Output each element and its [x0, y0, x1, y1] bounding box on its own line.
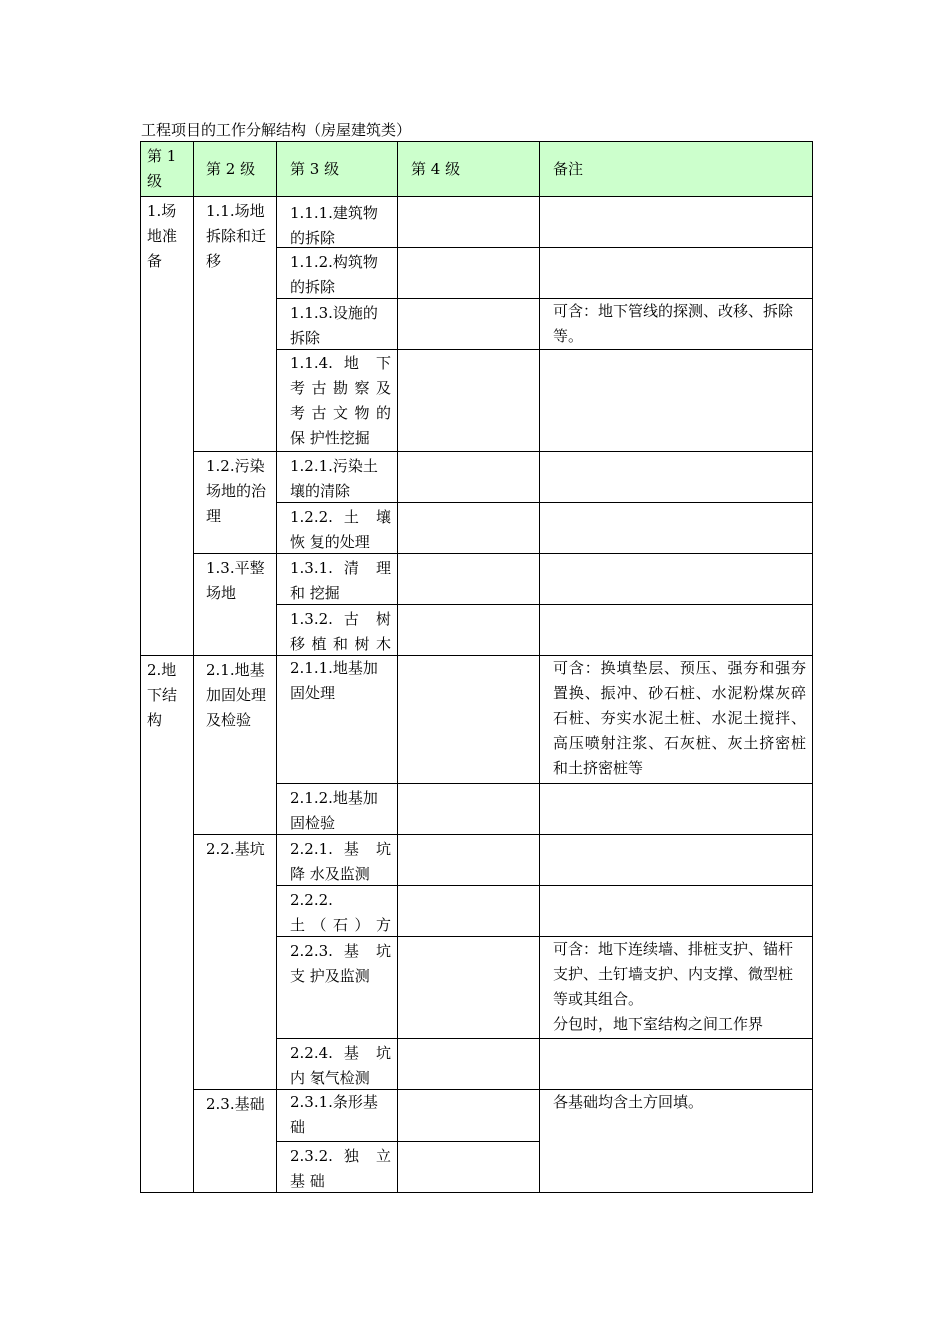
table-row	[141, 1090, 813, 1142]
table-row	[141, 835, 813, 886]
level3-item: 1.1.1.建筑物的拆除	[277, 197, 398, 248]
level4-cell	[398, 605, 540, 656]
header-level3: 第 3 级	[277, 142, 398, 197]
notes-cell	[540, 503, 813, 554]
level3-item: 1.1.2.构筑物的拆除	[277, 248, 398, 299]
notes-cell	[540, 937, 813, 1039]
notes-cell: 可含：换填垫层、预压、强夯和强夯置换、振冲、砂石桩、水泥粉煤灰碎石桩、夯实水泥土桩、水泥土搅拌、高压喷射注浆、石灰桩、灰土挤密桩和土挤密桩等	[540, 656, 813, 784]
notes-cell: 可含：地下管线的探测、改移、拆除等。	[540, 299, 813, 350]
header-level4: 第 4 级	[398, 142, 540, 197]
level4-cell	[398, 1039, 540, 1090]
level2-leveling: 1.3.平整场地	[194, 554, 277, 656]
level4-cell	[398, 299, 540, 350]
notes-cell	[540, 835, 813, 886]
header-level1: 第 1 级	[141, 142, 194, 197]
level3-item: 1.3.2. 古 树 移 植 和 树 木	[277, 605, 398, 656]
level3-item: 2.2.3. 基 坑 支 护及监测	[277, 937, 398, 1039]
notes-cell	[540, 886, 813, 937]
notes-cell	[540, 350, 813, 452]
table-row	[141, 452, 813, 503]
level2-contaminated: 1.2.污染场地的治理	[194, 452, 277, 554]
notes-cell	[540, 784, 813, 835]
notes-cell	[540, 1039, 813, 1090]
notes-cell	[540, 452, 813, 503]
level3-item: 1.1.3.设施的拆除	[277, 299, 398, 350]
notes-cell	[540, 197, 813, 248]
level4-cell	[398, 835, 540, 886]
level3-item: 2.3.2. 独 立 基 础	[277, 1142, 398, 1193]
level4-cell	[398, 554, 540, 605]
level4-cell	[398, 656, 540, 784]
level4-cell	[398, 197, 540, 248]
table-row	[141, 554, 813, 605]
level3-item: 2.3.1.条形基础	[277, 1090, 398, 1142]
table-row	[141, 197, 813, 248]
level2-demolition: 1.1.场地拆除和迁移	[194, 197, 277, 452]
table-row	[141, 656, 813, 784]
notes-cell	[540, 248, 813, 299]
level4-cell	[398, 886, 540, 937]
level3-item: 2.2.2. 土 （ 石 ） 方	[277, 886, 398, 937]
level3-item: 2.1.2.地基加固检验	[277, 784, 398, 835]
level3-item: 2.2.4. 基 坑 内 氡气检测	[277, 1039, 398, 1090]
level4-cell	[398, 1090, 540, 1142]
level4-cell	[398, 452, 540, 503]
level4-cell	[398, 937, 540, 1039]
level4-cell	[398, 503, 540, 554]
level3-item: 2.1.1.地基加固处理	[277, 656, 398, 784]
level3-item: 1.1.4. 地 下 考 古 勘 察 及 考 古 文 物 的 保 护性挖掘	[277, 350, 398, 452]
level4-cell	[398, 784, 540, 835]
notes-cell	[540, 554, 813, 605]
level3-item: 1.2.2. 土 壤 恢 复的处理	[277, 503, 398, 554]
header-level2: 第 2 级	[194, 142, 277, 197]
header-notes: 备注	[540, 142, 813, 197]
level4-cell	[398, 1142, 540, 1193]
level3-item: 1.3.1. 清 理 和 挖掘	[277, 554, 398, 605]
note-line: 分包时，地下室结构之间工作界	[553, 1015, 764, 1033]
table-header-row	[141, 142, 813, 197]
level2-foundation: 2.3.基础	[194, 1090, 277, 1193]
level2-pit: 2.2.基坑	[194, 835, 277, 1090]
level4-cell	[398, 350, 540, 452]
level1-site-prep: 1.场地准备	[141, 197, 194, 656]
level3-item: 2.2.1. 基 坑 降 水及监测	[277, 835, 398, 886]
notes-cell	[540, 605, 813, 656]
document-title: 工程项目的工作分解结构（房屋建筑类）	[141, 121, 412, 139]
level3-item: 1.2.1.污染土壤的清除	[277, 452, 398, 503]
notes-cell: 各基础均含土方回填。	[540, 1090, 813, 1193]
level1-underground: 2.地下结构	[141, 656, 194, 1193]
wbs-table	[140, 141, 813, 1193]
level2-ground-improvement: 2.1.地基加固处理及检验	[194, 656, 277, 835]
note-line: 可含：地下连续墙、排桩支护、锚杆支护、土钉墙支护、内支撑、微型桩等或其组合。	[553, 940, 794, 1008]
level4-cell	[398, 248, 540, 299]
